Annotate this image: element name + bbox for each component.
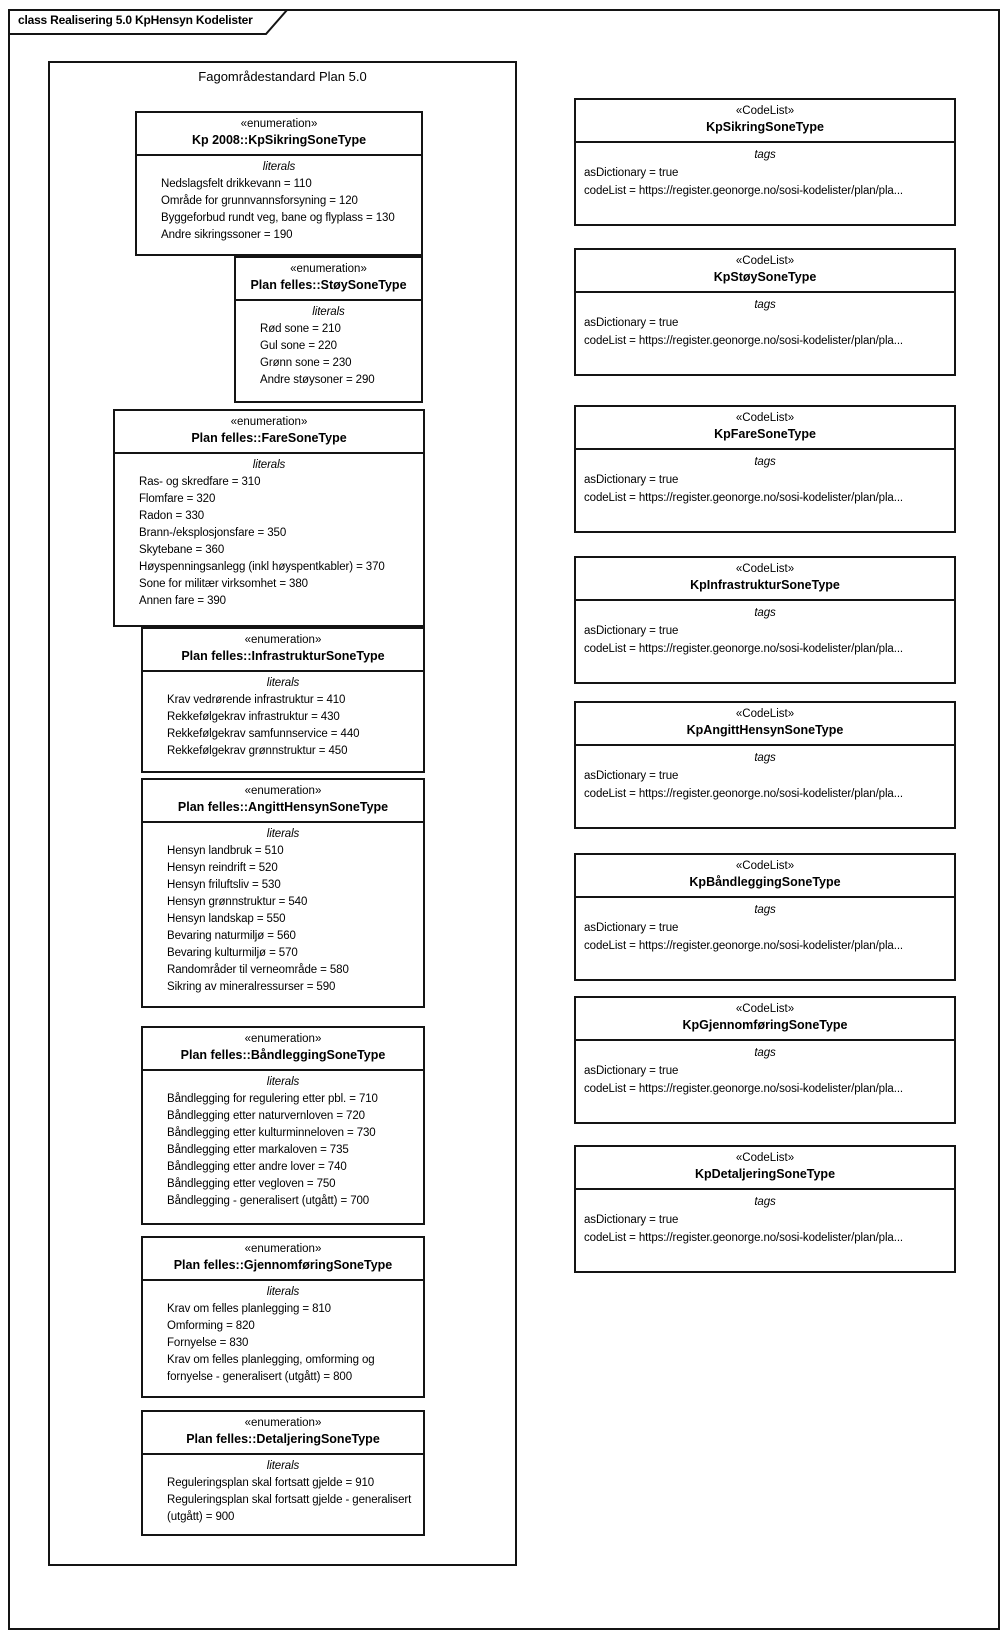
enum-literal: Sone for militær virksomhet = 380 [139,578,308,590]
stereotype-label: «CodeList» [735,563,795,575]
enum-literal: Bevaring naturmiljø = 560 [167,930,296,942]
codelist-tag: asDictionary = true [584,922,679,934]
stereotype-label: «CodeList» [735,105,795,117]
enum-box-gjennomforingsonetype [141,1236,425,1398]
codelist-name: KpInfrastrukturSoneType [690,578,840,592]
tag-list [576,314,954,350]
literal-list [143,1475,423,1526]
codelist-tag: asDictionary = true [584,317,679,329]
codelist-tag: asDictionary = true [584,625,679,637]
enum-literal: Båndlegging etter andre lover = 740 [167,1161,347,1173]
tags-label: tags [754,752,776,764]
codelist-tag: codeList = https://register.geonorge.no/sosi-kodelister/plan/pla... [584,1083,904,1095]
literals-label: literals [252,459,286,471]
enum-literal: Annen fare = 390 [139,595,226,607]
enum-literal: Båndlegging etter markaloven = 735 [167,1144,349,1156]
stereotype-label: «CodeList» [735,860,795,872]
literal-list [115,474,423,610]
codelist-tag: asDictionary = true [584,1214,679,1226]
enum-box-stoysonetype [234,256,423,403]
codelist-box-kpangitthensynsonetype [574,701,956,829]
literal-list [143,1301,423,1386]
enum-literal: Flomfare = 320 [139,493,216,505]
enum-body [236,301,421,389]
enum-literal: Brann-/eksplosjonsfare = 350 [139,527,287,539]
enum-literal: Krav om felles planlegging, omforming og fornyelse - generalisert (utgått) = 800 [167,1354,375,1383]
enum-literal: Omforming = 820 [167,1320,255,1332]
codelist-name: KpGjennomføringSoneType [682,1018,848,1032]
enum-header [143,1238,423,1281]
enum-name: Plan felles::StøySoneType [250,278,407,292]
package-title: Fagområdestandard Plan 5.0 [198,69,367,84]
enum-literal: Randområder til verneområde = 580 [167,964,349,976]
enum-header [115,411,423,454]
enum-literal: Sikring av mineralressurser = 590 [167,981,336,993]
enum-name: Plan felles::GjennomføringSoneType [173,1258,393,1272]
codelist-name: KpSikringSoneType [706,120,824,134]
enum-header [143,629,423,672]
codelist-tag: asDictionary = true [584,770,679,782]
codelist-body [576,601,954,658]
enum-literal: Rekkefølgekrav grønnstruktur = 450 [167,745,348,757]
enum-name: Plan felles::FareSoneType [191,431,347,445]
codelist-name: KpDetaljeringSoneType [694,1167,836,1181]
literal-list [236,321,421,389]
codelist-name: KpBåndleggingSoneType [689,875,841,889]
literals-label: literals [312,306,345,318]
tag-list [576,919,954,955]
enum-literal: Bevaring kulturmiljø = 570 [167,947,298,959]
codelist-box-kpinfrastruktursonetype [574,556,956,684]
enum-body [143,823,423,996]
tags-label: tags [754,149,776,161]
enum-box-kpsikringsonetype [135,111,423,256]
literal-list [143,1091,423,1210]
literals-label: literals [266,828,300,840]
stereotype-label: «enumeration» [244,785,322,797]
codelist-tag: codeList = https://register.geonorge.no/sosi-kodelister/plan/pla... [584,492,904,504]
enum-literal: Høyspenningsanlegg (inkl høyspentkabler) = 370 [139,561,385,573]
codelist-box-kpgjennomforingsonetype [574,996,956,1124]
literals-label: literals [262,161,296,173]
enum-literal: Hensyn landbruk = 510 [167,845,284,857]
tag-list [576,1062,954,1098]
enum-body [143,1071,423,1210]
enum-header [236,258,421,301]
tag-list [576,471,954,507]
enum-body [143,1455,423,1526]
codelist-header [576,100,954,143]
enum-literal: Skytebane = 360 [139,544,225,556]
enum-box-infrastruktursonetype [141,627,425,773]
codelist-tag: asDictionary = true [584,167,679,179]
literals-label: literals [266,1076,300,1088]
enum-box-detaljeringsonetype [141,1410,425,1536]
enum-literal: Båndlegging etter vegloven = 750 [167,1178,336,1190]
stereotype-label: «CodeList» [735,1003,795,1015]
enum-literal: Reguleringsplan skal fortsatt gjelde - generalisert (utgått) = 900 [167,1494,412,1523]
codelist-header [576,998,954,1041]
enum-literal: Hensyn reindrift = 520 [167,862,278,874]
codelist-name: KpAngittHensynSoneType [686,723,844,737]
tag-list [576,1211,954,1247]
codelist-tag: codeList = https://register.geonorge.no/sosi-kodelister/plan/pla... [584,940,904,952]
codelist-body [576,450,954,507]
literals-label: literals [266,1286,300,1298]
codelist-header [576,855,954,898]
enum-body [137,156,421,244]
enum-literal: Område for grunnvannsforsyning = 120 [161,195,358,207]
enum-name: Plan felles::AngittHensynSoneType [177,800,389,814]
codelist-tag: codeList = https://register.geonorge.no/sosi-kodelister/plan/pla... [584,643,904,655]
enum-literal: Gul sone = 220 [260,340,337,352]
tags-label: tags [754,299,776,311]
literal-list [143,692,423,760]
enum-name: Plan felles::BåndleggingSoneType [180,1048,386,1062]
enum-literal: Rekkefølgekrav samfunnservice = 440 [167,728,360,740]
codelist-header [576,1147,954,1190]
enum-literal: Radon = 330 [139,510,205,522]
codelist-body [576,746,954,803]
enum-literal: Krav vedrørende infrastruktur = 410 [167,694,346,706]
codelist-tag: codeList = https://register.geonorge.no/sosi-kodelister/plan/pla... [584,185,904,197]
stereotype-label: «CodeList» [735,1152,795,1164]
enum-literal: Båndlegging etter naturvernloven = 720 [167,1110,365,1122]
stereotype-label: «enumeration» [244,1417,322,1429]
codelist-header [576,407,954,450]
enum-header [143,1412,423,1455]
tag-list [576,622,954,658]
enum-literal: Rød sone = 210 [260,323,341,335]
stereotype-label: «enumeration» [244,634,322,646]
enum-literal: Båndlegging - generalisert (utgått) = 700 [167,1195,370,1207]
enum-literal: Krav om felles planlegging = 810 [167,1303,331,1315]
codelist-box-kpfaresonetype [574,405,956,533]
enum-literal: Hensyn landskap = 550 [167,913,286,925]
codelist-box-kpbandleggingsonetype [574,853,956,981]
enum-body [143,1281,423,1386]
codelist-header [576,703,954,746]
codelist-box-kpdetaljeringsonetype [574,1145,956,1273]
enum-literal: Byggeforbud rundt veg, bane og flyplass = 130 [161,212,395,224]
codelist-name: KpStøySoneType [713,270,817,284]
enum-name: Plan felles::DetaljeringSoneType [186,1432,380,1446]
codelist-box-kpstoysonetype [574,248,956,376]
enum-literal: Andre sikringssoner = 190 [161,229,293,241]
tags-label: tags [754,456,776,468]
enum-header [137,113,421,156]
enum-name: Kp 2008::KpSikringSoneType [191,133,367,147]
tag-list [576,767,954,803]
stereotype-label: «enumeration» [240,118,318,130]
tags-label: tags [754,1047,776,1059]
tag-list [576,164,954,200]
enum-name: Plan felles::InfrastrukturSoneType [181,649,385,663]
tags-label: tags [754,1196,776,1208]
stereotype-label: «enumeration» [244,1033,322,1045]
enum-literal: Rekkefølgekrav infrastruktur = 430 [167,711,340,723]
stereotype-label: «CodeList» [735,412,795,424]
tags-label: tags [754,607,776,619]
enum-body [115,454,423,610]
codelist-name: KpFareSoneType [714,427,816,441]
codelist-header [576,250,954,293]
stereotype-label: «enumeration» [244,1243,322,1255]
stereotype-label: «enumeration» [230,416,308,428]
enum-literal: Båndlegging etter kulturminneloven = 730 [167,1127,376,1139]
codelist-body [576,898,954,955]
enum-header [143,780,423,823]
enum-literal: Hensyn friluftsliv = 530 [167,879,281,891]
codelist-tag: asDictionary = true [584,1065,679,1077]
codelist-body [576,143,954,200]
codelist-tag: asDictionary = true [584,474,679,486]
literal-list [143,843,423,996]
enum-literal: Båndlegging for regulering etter pbl. = 710 [167,1093,378,1105]
diagram-title: class Realisering 5.0 KpHensyn Kodelister [18,13,253,27]
enum-literal: Nedslagsfelt drikkevann = 110 [161,178,312,190]
codelist-header [576,558,954,601]
codelist-body [576,293,954,350]
literal-list [137,176,421,244]
codelist-tag: codeList = https://register.geonorge.no/sosi-kodelister/plan/pla... [584,335,904,347]
enum-literal: Reguleringsplan skal fortsatt gjelde = 910 [167,1477,375,1489]
enum-box-faresonetype [113,409,425,627]
enum-literal: Ras- og skredfare = 310 [139,476,261,488]
enum-literal: Grønn sone = 230 [260,357,352,369]
enum-literal: Fornyelse = 830 [167,1337,249,1349]
codelist-body [576,1190,954,1247]
stereotype-label: «CodeList» [735,255,795,267]
enum-header [143,1028,423,1071]
stereotype-label: «enumeration» [290,263,367,275]
codelist-box-kpsikringsonetype [574,98,956,226]
tags-label: tags [754,904,776,916]
literals-label: literals [266,677,300,689]
enum-literal: Hensyn grønnstruktur = 540 [167,896,308,908]
enum-box-bandleggingsonetype [141,1026,425,1225]
stereotype-label: «CodeList» [735,708,795,720]
codelist-tag: codeList = https://register.geonorge.no/sosi-kodelister/plan/pla... [584,1232,904,1244]
codelist-body [576,1041,954,1098]
enum-body [143,672,423,760]
codelist-tag: codeList = https://register.geonorge.no/sosi-kodelister/plan/pla... [584,788,904,800]
enum-box-angitthensynsonetype [141,778,425,1008]
literals-label: literals [266,1460,300,1472]
enum-literal: Andre støysoner = 290 [260,374,375,386]
